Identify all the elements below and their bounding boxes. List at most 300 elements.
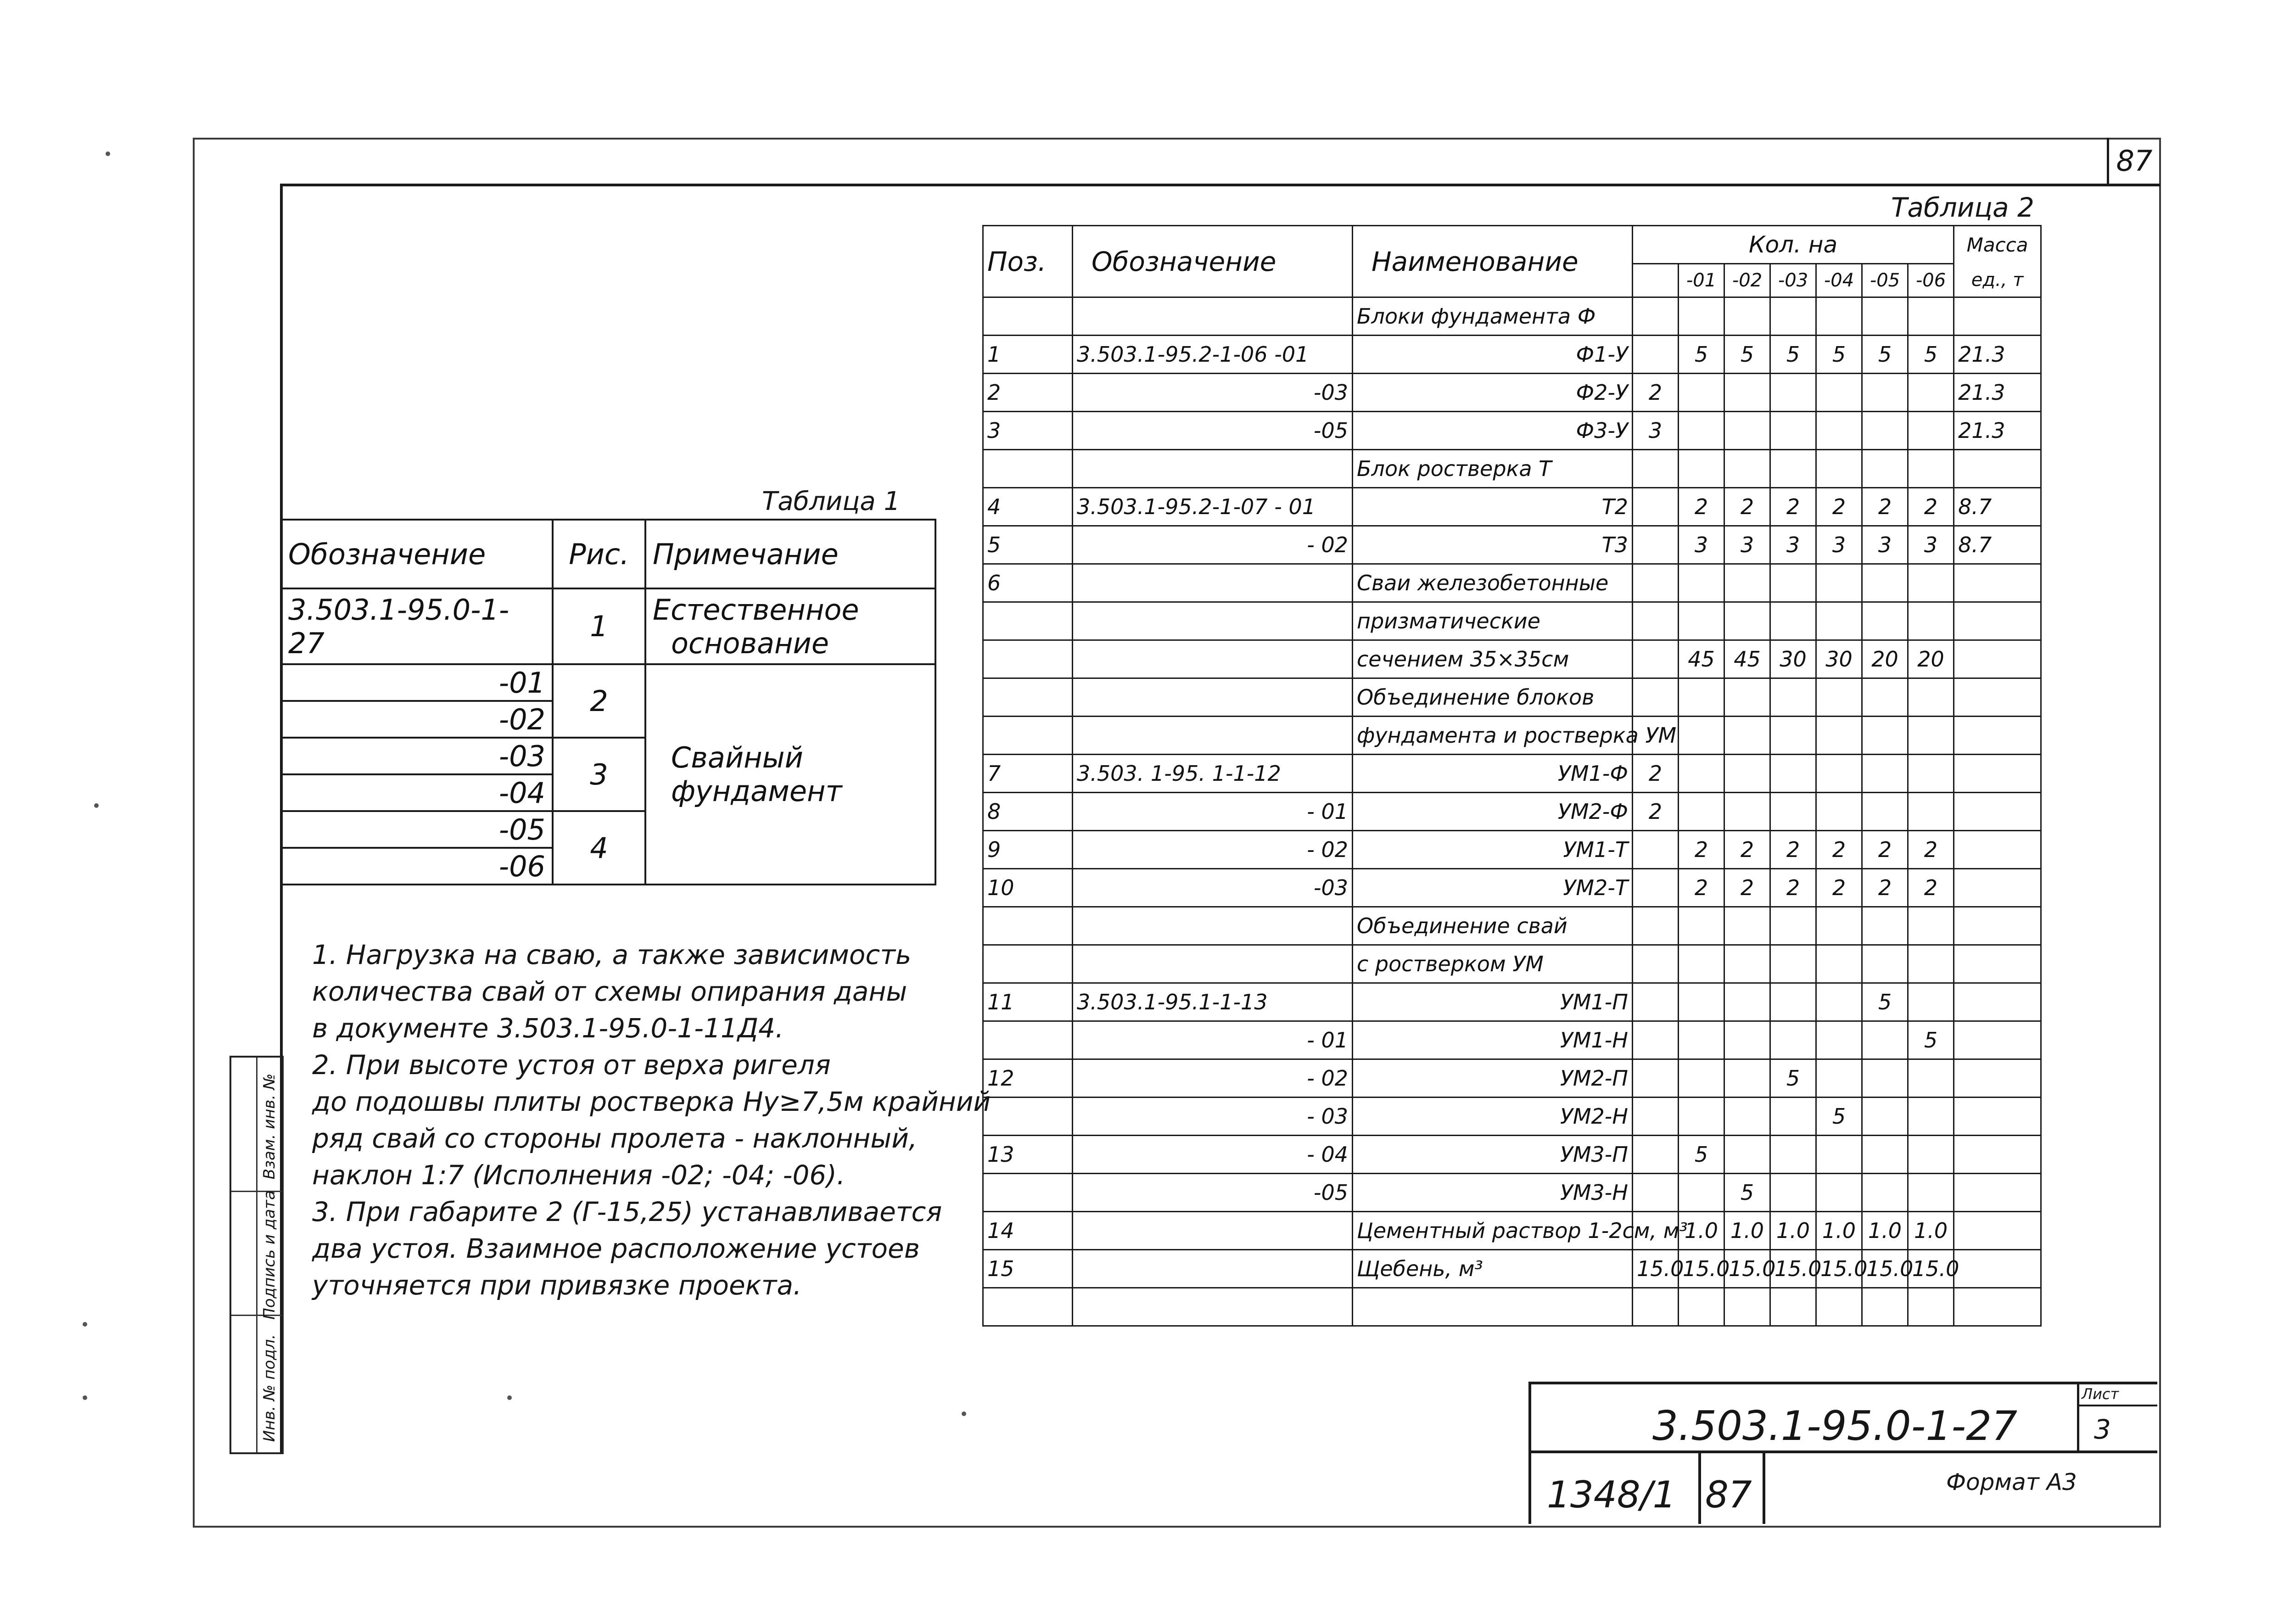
table2-qty bbox=[1908, 983, 1954, 1021]
table2-mass bbox=[1954, 1250, 2041, 1288]
table2-mass bbox=[1954, 564, 2041, 602]
table2-qty bbox=[1770, 1098, 1816, 1136]
scan-speck bbox=[962, 1411, 966, 1416]
table2-qty: 2 bbox=[1724, 488, 1770, 526]
table2-qty: 2 bbox=[1724, 831, 1770, 869]
table2-qty: 2 bbox=[1862, 869, 1908, 907]
table2-designation: - 02 bbox=[1073, 526, 1353, 564]
table2-qty bbox=[1724, 1288, 1770, 1326]
table2-qty: 1.0 bbox=[1724, 1212, 1770, 1250]
table2-designation bbox=[1073, 297, 1353, 336]
table2-qty: 2 bbox=[1770, 869, 1816, 907]
table2-qty: 20 bbox=[1862, 640, 1908, 678]
table2-qty-base bbox=[1633, 869, 1679, 907]
scan-speck bbox=[94, 803, 99, 808]
table2-pos: 5 bbox=[983, 526, 1073, 564]
table2-row bbox=[983, 1250, 2041, 1288]
table2-qty-base bbox=[1633, 1174, 1679, 1212]
table2-qty-base bbox=[1633, 1288, 1679, 1326]
table2-qty bbox=[1679, 602, 1724, 640]
table2-row bbox=[983, 297, 2041, 336]
table2-qty bbox=[1908, 755, 1954, 793]
table2-mass bbox=[1954, 1212, 2041, 1250]
table2-designation: -05 bbox=[1073, 1174, 1353, 1212]
table1-variant: -05 bbox=[281, 811, 553, 848]
table2-qty-col-header: -02 bbox=[1724, 264, 1770, 297]
table2-qty bbox=[1908, 945, 1954, 983]
table2-qty-base bbox=[1633, 907, 1679, 945]
table2-qty: 3 bbox=[1862, 526, 1908, 564]
table2-qty bbox=[1770, 945, 1816, 983]
table2-qty-base bbox=[1633, 336, 1679, 374]
table2-qty bbox=[1724, 678, 1770, 717]
table2-qty-base: 2 bbox=[1633, 374, 1679, 412]
title-block-top-line bbox=[1528, 1382, 2157, 1384]
table2-pos: 12 bbox=[983, 1059, 1073, 1098]
table2-designation: 3.503. 1-95. 1-1-12 bbox=[1073, 755, 1353, 793]
table2-qty bbox=[1679, 1021, 1724, 1059]
table2-qty: 30 bbox=[1816, 640, 1862, 678]
table2-pos bbox=[983, 1098, 1073, 1136]
table2-qty: 3 bbox=[1724, 526, 1770, 564]
table2-name: фундамента и ростверка УМ bbox=[1353, 717, 1633, 755]
table2-qty bbox=[1724, 1021, 1770, 1059]
table1-fig: 1 bbox=[553, 588, 645, 664]
table2-name: Щебень, м³ bbox=[1353, 1250, 1633, 1288]
document-designation: 3.503.1-95.0-1-27 bbox=[1652, 1402, 2018, 1450]
table2-pos: 1 bbox=[983, 336, 1073, 374]
table2-qty bbox=[1679, 678, 1724, 717]
table1-designation: 3.503.1-95.0-1-27 bbox=[281, 588, 553, 664]
table2-qty bbox=[1770, 1021, 1816, 1059]
table2-qty bbox=[1908, 1174, 1954, 1212]
table2-mass bbox=[1954, 983, 2041, 1021]
sheet-value: 3 bbox=[2094, 1414, 2111, 1445]
table2-qty: 2 bbox=[1908, 831, 1954, 869]
table2-mass: 21.3 bbox=[1954, 412, 2041, 450]
table2-mass bbox=[1954, 869, 2041, 907]
table2-qty-base: 2 bbox=[1633, 793, 1679, 831]
table1-pile-note bbox=[645, 664, 935, 885]
sheet-number: 87 bbox=[2107, 138, 2160, 186]
table2-qty-base bbox=[1633, 1059, 1679, 1098]
table2-qty bbox=[1770, 717, 1816, 755]
table2-qty bbox=[1679, 564, 1724, 602]
table2-qty: 2 bbox=[1908, 488, 1954, 526]
table2-row bbox=[983, 907, 2041, 945]
table2-name: Сваи железобетонные bbox=[1353, 564, 1633, 602]
table2-row bbox=[983, 945, 2041, 983]
table2-row bbox=[983, 1098, 2041, 1136]
table2-designation bbox=[1073, 678, 1353, 717]
table2-designation: -05 bbox=[1073, 412, 1353, 450]
table2-qty-col-header: -06 bbox=[1908, 264, 1954, 297]
general-notes bbox=[312, 936, 991, 1304]
table2-header-mass-unit: ед., т bbox=[1954, 264, 2041, 297]
table2-qty bbox=[1816, 1174, 1862, 1212]
table2-qty bbox=[1770, 1174, 1816, 1212]
table2-qty-base bbox=[1633, 564, 1679, 602]
table2-pos: 2 bbox=[983, 374, 1073, 412]
table2-qty: 3 bbox=[1679, 526, 1724, 564]
table2-designation: - 01 bbox=[1073, 793, 1353, 831]
table2-designation: - 02 bbox=[1073, 1059, 1353, 1098]
table2-designation bbox=[1073, 1250, 1353, 1288]
table2-mass bbox=[1954, 1098, 2041, 1136]
table2-designation: - 01 bbox=[1073, 1021, 1353, 1059]
table2-pos: 9 bbox=[983, 831, 1073, 869]
table2-qty-base bbox=[1633, 450, 1679, 488]
table2-qty bbox=[1679, 450, 1724, 488]
table2-qty bbox=[1679, 1288, 1724, 1326]
table2-qty-base: 2 bbox=[1633, 755, 1679, 793]
table2-qty: 5 bbox=[1816, 336, 1862, 374]
table2-qty: 3 bbox=[1770, 526, 1816, 564]
table2-designation bbox=[1073, 564, 1353, 602]
table2-qty: 5 bbox=[1724, 1174, 1770, 1212]
table2-qty bbox=[1816, 602, 1862, 640]
table2-qty bbox=[1770, 374, 1816, 412]
table1-variant: -04 bbox=[281, 774, 553, 811]
table2-qty bbox=[1908, 1136, 1954, 1174]
table2-qty: 2 bbox=[1816, 831, 1862, 869]
table2-qty: 3 bbox=[1816, 526, 1862, 564]
table2-pos: 14 bbox=[983, 1212, 1073, 1250]
table2-mass bbox=[1954, 640, 2041, 678]
table2-mass: 21.3 bbox=[1954, 336, 2041, 374]
table2-qty bbox=[1770, 907, 1816, 945]
table1-header-designation: Обозначение bbox=[281, 520, 553, 588]
table2-qty-base bbox=[1633, 602, 1679, 640]
table2-designation bbox=[1073, 640, 1353, 678]
table1-note-line1: Естественное bbox=[653, 593, 859, 627]
table2-qty bbox=[1770, 755, 1816, 793]
title-block-mid-line bbox=[1528, 1450, 2157, 1453]
table2-qty bbox=[1816, 678, 1862, 717]
table2-name: Т3 bbox=[1353, 526, 1633, 564]
table2-row bbox=[983, 640, 2041, 678]
table2-name: УМ1-П bbox=[1353, 983, 1633, 1021]
table2-qty bbox=[1862, 945, 1908, 983]
table2-row bbox=[983, 412, 2041, 450]
table2-qty: 5 bbox=[1679, 336, 1724, 374]
table2-qty bbox=[1679, 1059, 1724, 1098]
table2-name: Ф1-У bbox=[1353, 336, 1633, 374]
table2-qty: 1.0 bbox=[1908, 1212, 1954, 1250]
table2-name: Блок ростверка Т bbox=[1353, 450, 1633, 488]
note-line: 1. Нагрузка на сваю, а также зависимость bbox=[312, 939, 912, 970]
title-block-divider bbox=[1763, 1450, 1765, 1524]
table2-qty: 45 bbox=[1724, 640, 1770, 678]
table2-qty bbox=[1770, 1136, 1816, 1174]
table2-qty bbox=[1770, 678, 1816, 717]
table2-qty bbox=[1908, 450, 1954, 488]
table1-header-fig: Рис. bbox=[553, 520, 645, 588]
table1-fig: 2 bbox=[553, 664, 645, 738]
table2-qty bbox=[1908, 907, 1954, 945]
table2-qty: 5 bbox=[1862, 983, 1908, 1021]
table2-qty bbox=[1679, 374, 1724, 412]
note-line: количества свай от схемы опирания даны bbox=[312, 976, 907, 1007]
table2-pos bbox=[983, 1021, 1073, 1059]
table2-qty bbox=[1862, 412, 1908, 450]
table2-name: Объединение свай bbox=[1353, 907, 1633, 945]
table2-qty bbox=[1862, 1174, 1908, 1212]
table2-qty bbox=[1724, 793, 1770, 831]
table2-name: Т2 bbox=[1353, 488, 1633, 526]
table2-qty: 1.0 bbox=[1679, 1212, 1724, 1250]
table2-pos bbox=[983, 602, 1073, 640]
table2-qty bbox=[1770, 1288, 1816, 1326]
table2-header-mass: Масса bbox=[1954, 226, 2041, 264]
table2-qty bbox=[1679, 412, 1724, 450]
table2-qty bbox=[1816, 945, 1862, 983]
table2-qty bbox=[1679, 983, 1724, 1021]
table1-note bbox=[645, 588, 935, 664]
table2-qty: 15.0 bbox=[1679, 1250, 1724, 1288]
table2-qty bbox=[1679, 945, 1724, 983]
table2-row bbox=[983, 1174, 2041, 1212]
note-line: уточняется при привязке проекта. bbox=[312, 1270, 802, 1301]
table2-designation: - 03 bbox=[1073, 1098, 1353, 1136]
scan-speck bbox=[507, 1395, 512, 1400]
table2-caption: Таблица 2 bbox=[1891, 192, 2034, 223]
table2-qty bbox=[1679, 717, 1724, 755]
table2-row bbox=[983, 1136, 2041, 1174]
table2-designation bbox=[1073, 602, 1353, 640]
table2-qty bbox=[1816, 412, 1862, 450]
table2-qty bbox=[1724, 1059, 1770, 1098]
table2-row bbox=[983, 1021, 2041, 1059]
table2-header-qty: Кол. на bbox=[1633, 226, 1954, 264]
table2-qty-base bbox=[1633, 983, 1679, 1021]
table2-qty: 15.0 bbox=[1770, 1250, 1816, 1288]
scan-speck bbox=[83, 1395, 87, 1400]
table2-qty bbox=[1724, 983, 1770, 1021]
table2-qty: 30 bbox=[1770, 640, 1816, 678]
table2-qty bbox=[1816, 983, 1862, 1021]
table2-pos: 3 bbox=[983, 412, 1073, 450]
table2-qty bbox=[1679, 1174, 1724, 1212]
table2-qty bbox=[1816, 1021, 1862, 1059]
table2-qty bbox=[1862, 450, 1908, 488]
table1-fig: 3 bbox=[553, 738, 645, 811]
table2-qty: 2 bbox=[1770, 831, 1816, 869]
table2-qty bbox=[1679, 793, 1724, 831]
table2-qty bbox=[1724, 907, 1770, 945]
table2-designation: 3.503.1-95.2-1-07 - 01 bbox=[1073, 488, 1353, 526]
table2-mass bbox=[1954, 831, 2041, 869]
stamp-label-inv: Инв. № подл. bbox=[260, 1334, 279, 1442]
title-block-sheet-divider bbox=[2077, 1382, 2079, 1450]
table2-name: УМ1-Т bbox=[1353, 831, 1633, 869]
table2-qty: 5 bbox=[1816, 1098, 1862, 1136]
table2-qty bbox=[1908, 793, 1954, 831]
table2-qty bbox=[1862, 1059, 1908, 1098]
table2-qty bbox=[1862, 678, 1908, 717]
table2-name bbox=[1353, 1288, 1633, 1326]
table2-row bbox=[983, 526, 2041, 564]
table2-qty: 15.0 bbox=[1862, 1250, 1908, 1288]
table2-qty: 15.0 bbox=[1908, 1250, 1954, 1288]
inventory-sheet: 87 bbox=[1705, 1473, 1752, 1516]
table2-mass bbox=[1954, 793, 2041, 831]
table2-row bbox=[983, 1212, 2041, 1250]
table2-row bbox=[983, 678, 2041, 717]
table1-note-line2: основание bbox=[671, 626, 829, 660]
table2-pos bbox=[983, 907, 1073, 945]
table2-qty-base bbox=[1633, 1136, 1679, 1174]
table2-mass bbox=[1954, 678, 2041, 717]
scan-speck bbox=[83, 1322, 87, 1327]
table2-qty: 5 bbox=[1679, 1136, 1724, 1174]
table2-qty bbox=[1679, 297, 1724, 336]
table2-qty bbox=[1770, 450, 1816, 488]
table2-qty-base: 3 bbox=[1633, 412, 1679, 450]
table2-qty-col-empty bbox=[1633, 264, 1679, 297]
table2-mass: 8.7 bbox=[1954, 526, 2041, 564]
table2-qty-base bbox=[1633, 488, 1679, 526]
table2-qty: 2 bbox=[1724, 869, 1770, 907]
table2-row bbox=[983, 717, 2041, 755]
table2-qty bbox=[1816, 907, 1862, 945]
table2-mass bbox=[1954, 450, 2041, 488]
table2-designation bbox=[1073, 717, 1353, 755]
table2-qty bbox=[1862, 1098, 1908, 1136]
note-line: ряд свай со стороны пролета - наклонный, bbox=[312, 1123, 918, 1154]
table2-qty: 5 bbox=[1908, 336, 1954, 374]
table2-qty bbox=[1770, 793, 1816, 831]
table2-qty bbox=[1816, 450, 1862, 488]
scan-speck bbox=[106, 151, 110, 156]
table2-row bbox=[983, 488, 2041, 526]
note-line: в документе 3.503.1-95.0-1-11Д4. bbox=[312, 1013, 784, 1044]
table2-designation: 3.503.1-95.2-1-06 -01 bbox=[1073, 336, 1353, 374]
table2-qty: 1.0 bbox=[1816, 1212, 1862, 1250]
table2-designation: -03 bbox=[1073, 374, 1353, 412]
table2-mass bbox=[1954, 1288, 2041, 1326]
table2-pos: 10 bbox=[983, 869, 1073, 907]
table2-qty-base bbox=[1633, 1098, 1679, 1136]
table2-qty bbox=[1862, 297, 1908, 336]
table2-designation: - 02 bbox=[1073, 831, 1353, 869]
table2-designation: -03 bbox=[1073, 869, 1353, 907]
table2-pos bbox=[983, 640, 1073, 678]
table2-row bbox=[983, 793, 2041, 831]
format-label: Формат А3 bbox=[1946, 1469, 2077, 1495]
table2-header-name: Наименование bbox=[1353, 226, 1633, 297]
table2-designation: - 04 bbox=[1073, 1136, 1353, 1174]
table1-pile-note-line2: фундамент bbox=[671, 774, 842, 808]
table2-header-pos: Поз. bbox=[983, 226, 1073, 297]
table2-qty bbox=[1862, 564, 1908, 602]
table2-name: УМ1-Ф bbox=[1353, 755, 1633, 793]
table2-qty bbox=[1724, 602, 1770, 640]
table2-name: УМ2-Н bbox=[1353, 1098, 1633, 1136]
table2-qty: 5 bbox=[1724, 336, 1770, 374]
table2-qty: 15.0 bbox=[1724, 1250, 1770, 1288]
table2-mass bbox=[1954, 717, 2041, 755]
table2-qty bbox=[1724, 755, 1770, 793]
title-block-sheet-line bbox=[2077, 1405, 2157, 1406]
table2-designation bbox=[1073, 450, 1353, 488]
table2-qty-base bbox=[1633, 1021, 1679, 1059]
sheet-label: Лист bbox=[2082, 1385, 2119, 1403]
note-line: 2. При высоте устоя от верха ригеля bbox=[312, 1049, 831, 1081]
table2-qty bbox=[1908, 1098, 1954, 1136]
table2-qty: 2 bbox=[1862, 488, 1908, 526]
table2-qty bbox=[1816, 1288, 1862, 1326]
table2-qty: 1.0 bbox=[1862, 1212, 1908, 1250]
table2-qty-col-header: -03 bbox=[1770, 264, 1816, 297]
table2-qty bbox=[1724, 450, 1770, 488]
table2-qty bbox=[1862, 374, 1908, 412]
table2-mass bbox=[1954, 1174, 2041, 1212]
table2-pos bbox=[983, 717, 1073, 755]
inventory-number: 1348/1 bbox=[1547, 1473, 1676, 1516]
table2-qty bbox=[1816, 297, 1862, 336]
table2-qty bbox=[1679, 755, 1724, 793]
table2-qty bbox=[1679, 907, 1724, 945]
table2-designation bbox=[1073, 1288, 1353, 1326]
table2-pos: 15 bbox=[983, 1250, 1073, 1288]
table2-pos: 11 bbox=[983, 983, 1073, 1021]
table2-qty bbox=[1816, 1136, 1862, 1174]
table2-qty bbox=[1908, 1288, 1954, 1326]
table2-qty bbox=[1862, 1021, 1908, 1059]
table2-qty bbox=[1816, 717, 1862, 755]
table2-mass bbox=[1954, 907, 2041, 945]
table2-pos bbox=[983, 1288, 1073, 1326]
table2-qty: 1.0 bbox=[1770, 1212, 1816, 1250]
table2-qty bbox=[1770, 602, 1816, 640]
table2-qty-base bbox=[1633, 678, 1679, 717]
table1-pile-note-line1: Свайный bbox=[671, 741, 803, 774]
table2-row bbox=[983, 831, 2041, 869]
table2-designation: 3.503.1-95.1-1-13 bbox=[1073, 983, 1353, 1021]
table2-pos bbox=[983, 1174, 1073, 1212]
table2-name: сечением 35×35см bbox=[1353, 640, 1633, 678]
table1-variant: -02 bbox=[281, 701, 553, 738]
table2-qty bbox=[1862, 717, 1908, 755]
table2-qty bbox=[1908, 717, 1954, 755]
table2-mass bbox=[1954, 755, 2041, 793]
table2-qty-col-header: -05 bbox=[1862, 264, 1908, 297]
table2-qty bbox=[1724, 564, 1770, 602]
table1-variant: -03 bbox=[281, 738, 553, 774]
stamp-label-sign: Подпись и дата bbox=[260, 1190, 279, 1320]
table2-mass: 8.7 bbox=[1954, 488, 2041, 526]
table2-qty bbox=[1724, 1136, 1770, 1174]
table2-row bbox=[983, 564, 2041, 602]
table2-qty: 2 bbox=[1679, 488, 1724, 526]
table2-qty: 2 bbox=[1770, 488, 1816, 526]
table2-row bbox=[983, 983, 2041, 1021]
table2-body bbox=[983, 297, 2041, 1326]
table1 bbox=[280, 519, 936, 885]
table2-qty bbox=[1862, 1136, 1908, 1174]
table2-qty bbox=[1908, 602, 1954, 640]
table2-name: Объединение блоков bbox=[1353, 678, 1633, 717]
table2-name: УМ1-Н bbox=[1353, 1021, 1633, 1059]
table2-qty bbox=[1862, 602, 1908, 640]
table2-pos: 7 bbox=[983, 755, 1073, 793]
table2-qty-col-header: -01 bbox=[1679, 264, 1724, 297]
table2-qty bbox=[1770, 297, 1816, 336]
title-block-divider bbox=[1698, 1450, 1701, 1524]
table2-qty bbox=[1770, 412, 1816, 450]
table2-qty bbox=[1816, 793, 1862, 831]
